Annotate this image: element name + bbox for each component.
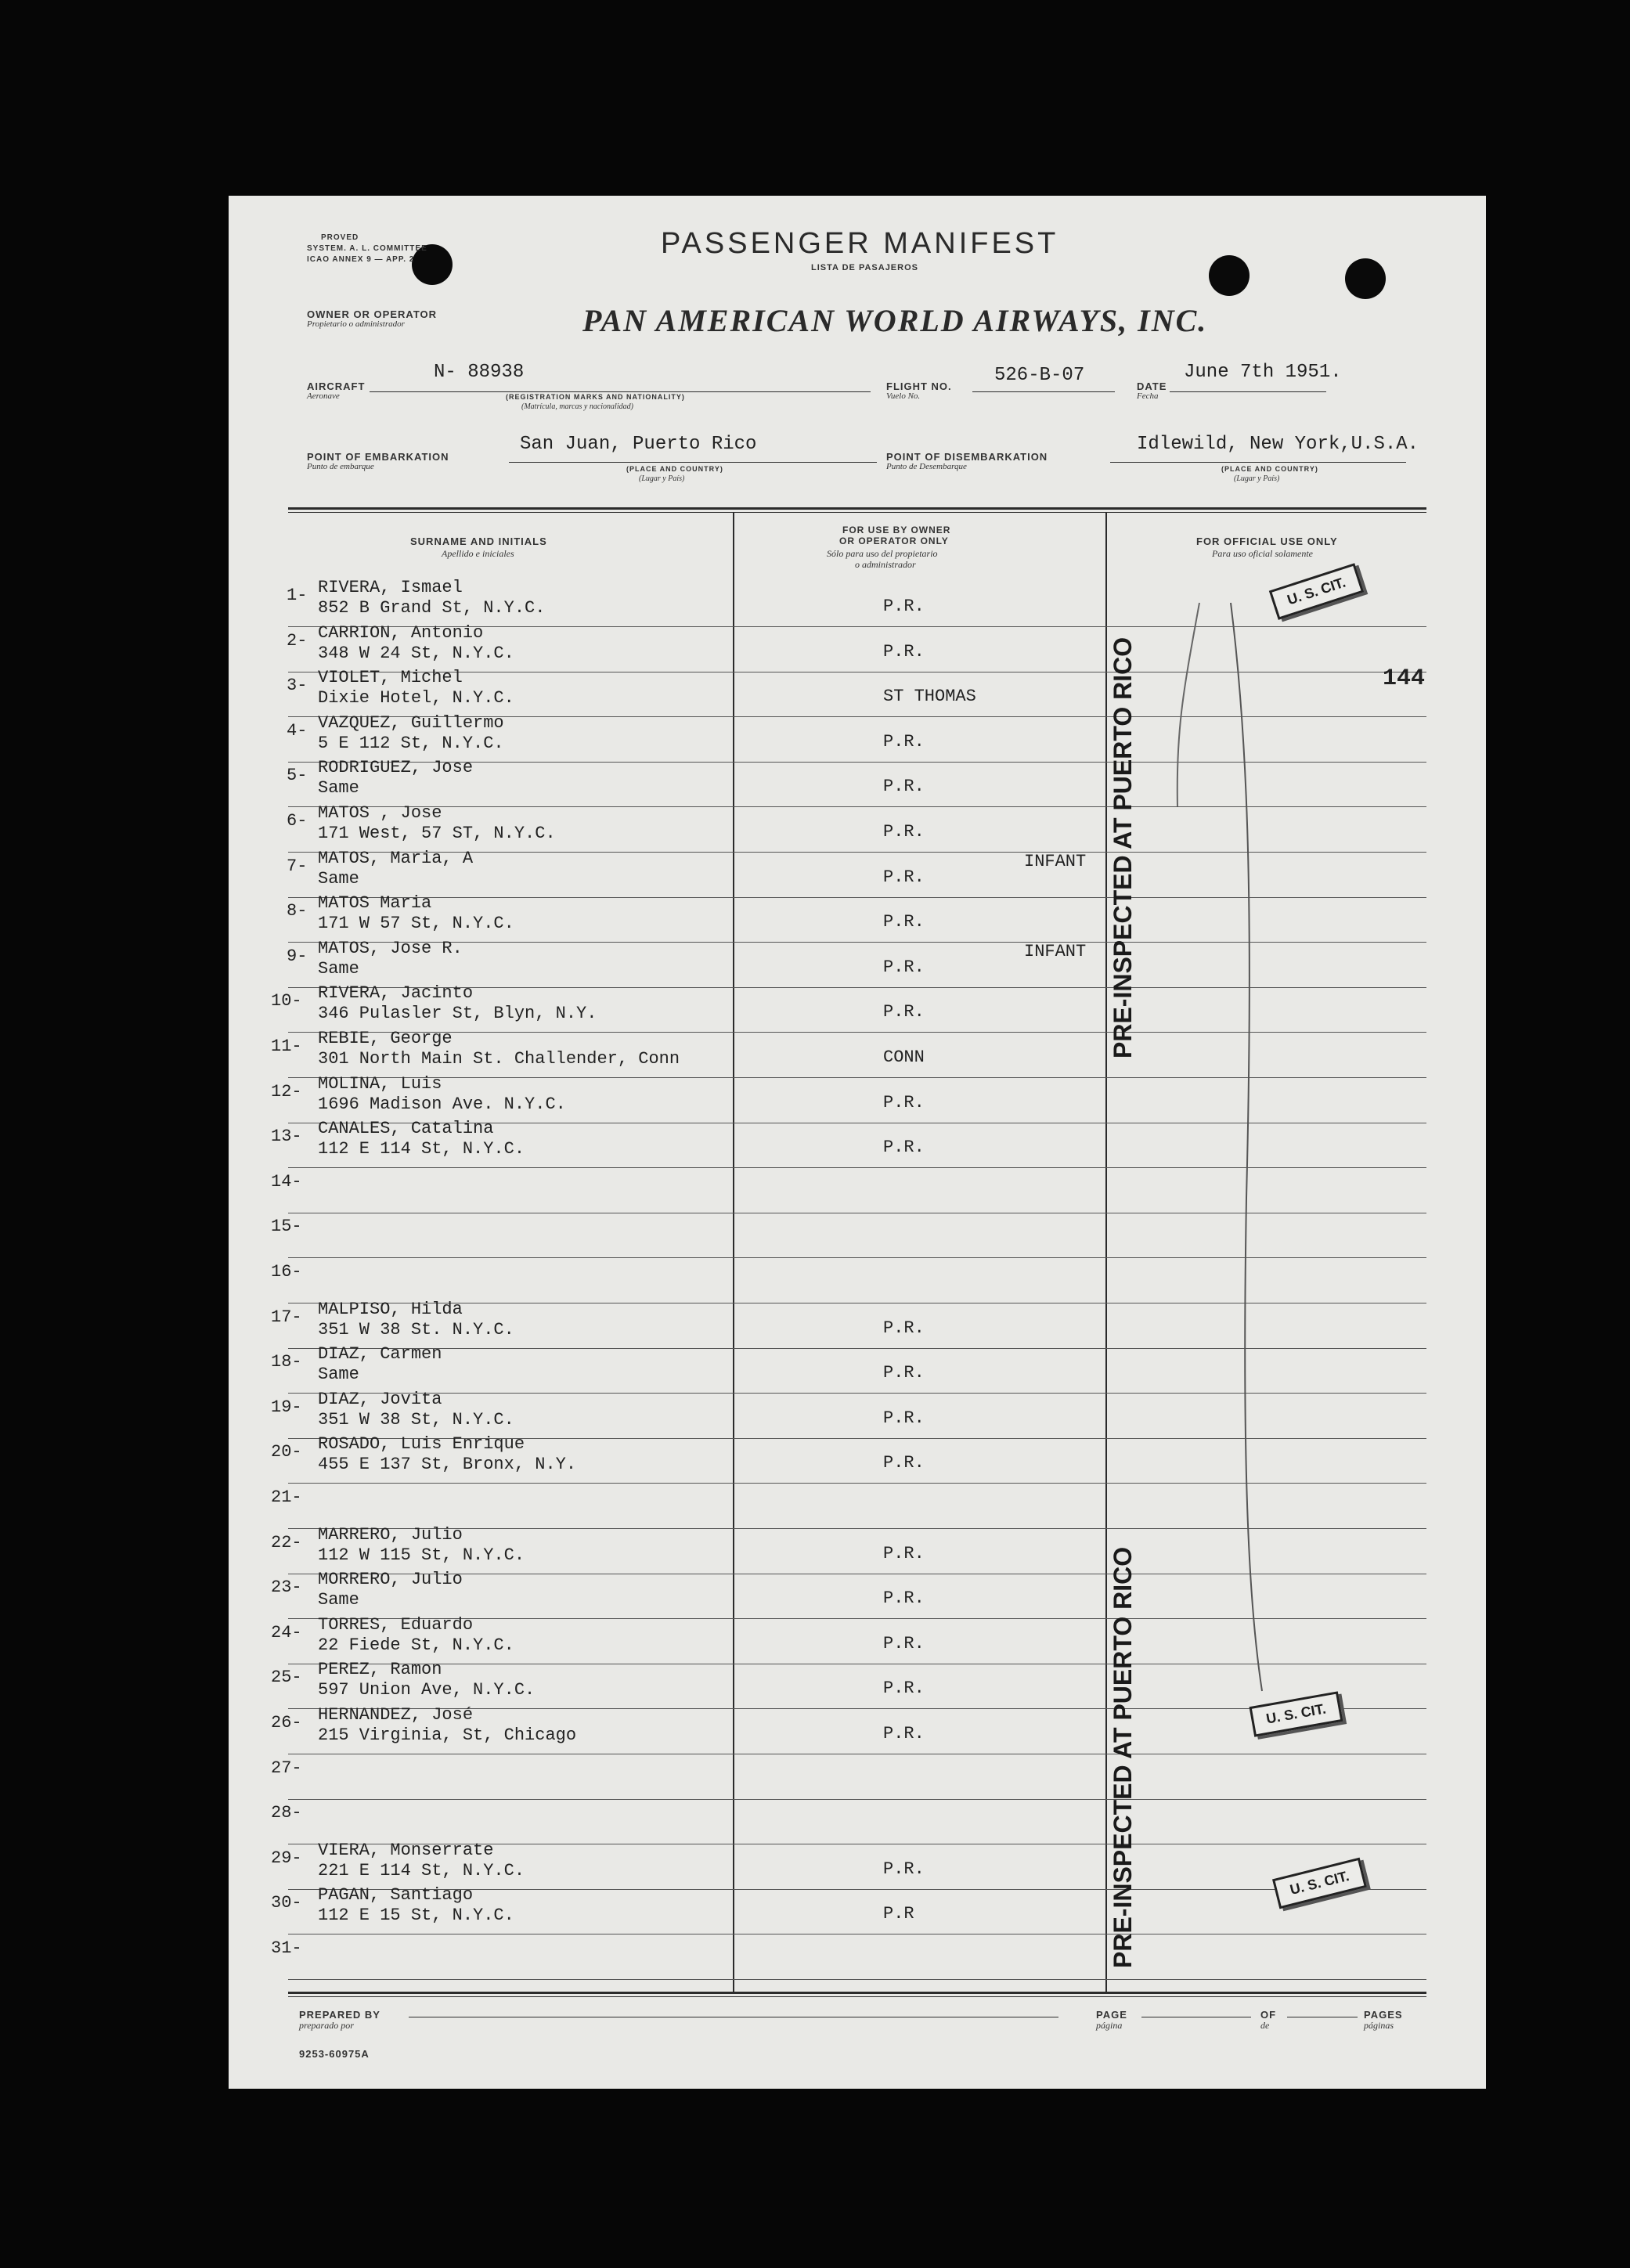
row-number: 2- <box>287 631 308 651</box>
embark-label-es: Punto de embarque <box>307 462 374 471</box>
page-label: PAGE <box>1096 2009 1127 2021</box>
row-number: 31- <box>271 1938 302 1958</box>
passenger-residence: P.R. <box>883 1678 925 1698</box>
date-label-es: Fecha <box>1137 391 1159 401</box>
table-top-rule <box>288 507 1426 510</box>
passenger-name: RODRIGUEZ, Jose <box>318 758 474 777</box>
prepared-by-label-es: preparado por <box>299 2020 354 2031</box>
us-cit-stamp: U. S. CIT. <box>1249 1691 1343 1736</box>
row-number: 29- <box>271 1848 302 1868</box>
passenger-residence: P.R. <box>883 777 925 796</box>
punch-hole <box>1209 255 1250 296</box>
passenger-name: MATOS Maria <box>318 893 432 913</box>
row-number: 21- <box>271 1487 302 1507</box>
row-number: 6- <box>287 811 308 831</box>
passenger-address: 597 Union Ave, N.Y.C. <box>318 1680 536 1700</box>
passenger-name: MATOS, Jose R. <box>318 939 463 958</box>
row-number: 1- <box>287 586 308 605</box>
passenger-name: MATOS, Maria, A <box>318 849 474 868</box>
column-header-surname-es: Apellido e iniciales <box>442 548 514 559</box>
row-number: 4- <box>287 721 308 741</box>
page-label-es: página <box>1096 2020 1123 2031</box>
row-number: 19- <box>271 1397 302 1417</box>
passenger-address: Same <box>318 1590 359 1610</box>
row-number: 30- <box>271 1893 302 1913</box>
us-cit-stamp: U. S. CIT. <box>1269 563 1364 620</box>
passenger-address: 22 Fiede St, N.Y.C. <box>318 1635 514 1655</box>
row-number: 16- <box>271 1262 302 1282</box>
manifest-title: PASSENGER MANIFEST <box>661 227 1059 260</box>
owner-value: PAN AMERICAN WORLD AIRWAYS, INC. <box>582 303 1208 338</box>
passenger-residence: P.R. <box>883 912 925 932</box>
pages-label: PAGES <box>1364 2009 1403 2021</box>
passenger-address: 455 E 137 St, Bronx, N.Y. <box>318 1455 577 1474</box>
passenger-residence: P.R. <box>883 1724 925 1743</box>
passenger-address: 348 W 24 St, N.Y.C. <box>318 644 514 663</box>
passenger-residence: CONN <box>883 1047 925 1067</box>
owner-label-es: Propietario o administrador <box>307 319 405 329</box>
pages-label-es: páginas <box>1364 2020 1394 2031</box>
row-number: 23- <box>271 1578 302 1597</box>
passenger-name: CANALES, Catalina <box>318 1119 494 1138</box>
row-number: 5- <box>287 766 308 785</box>
table-top-rule <box>288 512 1426 513</box>
passenger-address: 112 E 114 St, N.Y.C. <box>318 1139 525 1159</box>
passenger-residence: P.R. <box>883 1634 925 1653</box>
approved-line: SYSTEM. A. L. COMMITTEE <box>307 244 427 253</box>
passenger-name: DIAZ, Jovita <box>318 1390 442 1409</box>
passenger-residence: P.R. <box>883 957 925 977</box>
passenger-address: 221 E 114 St, N.Y.C. <box>318 1861 525 1880</box>
passenger-residence: P.R. <box>883 1588 925 1608</box>
passenger-address: 112 E 15 St, N.Y.C. <box>318 1906 514 1925</box>
row-number: 14- <box>271 1172 302 1192</box>
column-divider <box>733 512 734 1992</box>
passenger-residence: P.R. <box>883 1859 925 1879</box>
date-underline <box>1170 391 1326 392</box>
row-number: 25- <box>271 1668 302 1687</box>
date-label: DATE <box>1137 380 1167 392</box>
of-label-es: de <box>1260 2020 1270 2031</box>
embark-underline <box>509 462 877 463</box>
column-header-owner-es: o administrador <box>855 559 916 570</box>
passenger-name: REBIE, George <box>318 1029 453 1048</box>
embark-place-note: (PLACE AND COUNTRY) <box>626 465 723 473</box>
table-bottom-rule <box>288 1992 1426 1994</box>
passenger-address: 346 Pulasler St, Blyn, N.Y. <box>318 1004 597 1023</box>
passenger-address: 351 W 38 St, N.Y.C. <box>318 1410 514 1430</box>
column-header-official: FOR OFFICIAL USE ONLY <box>1196 535 1338 547</box>
row-number: 28- <box>271 1803 302 1823</box>
passenger-address: Same <box>318 778 359 798</box>
passenger-name: VAZQUEZ, Guillermo <box>318 713 504 733</box>
disembark-label-es: Punto de Desembarque <box>886 462 967 471</box>
row-number: 11- <box>271 1037 302 1056</box>
passenger-address: 5 E 112 St, N.Y.C. <box>318 734 504 753</box>
row-number: 13- <box>271 1127 302 1146</box>
row-number: 17- <box>271 1307 302 1327</box>
passenger-address: Dixie Hotel, N.Y.C. <box>318 688 514 708</box>
table-bottom-rule <box>288 1996 1426 1997</box>
flight-label: FLIGHT NO. <box>886 380 952 392</box>
passenger-residence: P.R <box>883 1904 914 1924</box>
owner-label: OWNER OR OPERATOR <box>307 308 438 320</box>
flight-label-es: Vuelo No. <box>886 391 921 401</box>
column-header-surname: SURNAME AND INITIALS <box>410 535 547 547</box>
aircraft-value: N- 88938 <box>434 362 525 383</box>
row-number: 10- <box>271 991 302 1011</box>
passenger-note: INFANT <box>1024 942 1087 961</box>
embark-value: San Juan, Puerto Rico <box>520 434 757 455</box>
aircraft-label-es: Aeronave <box>307 391 340 401</box>
registration-note: (REGISTRATION MARKS AND NATIONALITY) <box>506 393 685 401</box>
passenger-address: Same <box>318 869 359 889</box>
disembark-label: POINT OF DISEMBARKATION <box>886 451 1048 463</box>
prepared-by-label: PREPARED BY <box>299 2009 380 2021</box>
passenger-residence: P.R. <box>883 822 925 842</box>
flight-value: 526-B-07 <box>994 365 1085 386</box>
approved-line: ICAO ANNEX 9 — APP. 2 <box>307 255 415 264</box>
passenger-address: 171 West, 57 ST, N.Y.C. <box>318 824 556 843</box>
passenger-name: PAGAN, Santiago <box>318 1885 474 1905</box>
passenger-residence: ST THOMAS <box>883 687 976 706</box>
row-number: 27- <box>271 1758 302 1778</box>
passenger-residence: P.R. <box>883 1408 925 1428</box>
passenger-address: 112 W 115 St, N.Y.C. <box>318 1545 525 1565</box>
manifest-sheet <box>229 196 1486 2089</box>
row-number: 12- <box>271 1082 302 1102</box>
passenger-name: VIOLET, Michel <box>318 668 463 687</box>
of-label: OF <box>1260 2009 1277 2021</box>
disembark-place-note-es: (Lugar y País) <box>1234 474 1280 483</box>
pre-inspected-stamp: PRE-INSPECTED AT PUERTO RICO <box>1109 1546 1137 1968</box>
disembark-value: Idlewild, New York,U.S.A. <box>1137 434 1419 455</box>
passenger-residence: P.R. <box>883 642 925 662</box>
passenger-residence: P.R. <box>883 1093 925 1112</box>
form-number: 9253-60975A <box>299 2048 370 2060</box>
embark-place-note-es: (Lugar y País) <box>639 474 685 483</box>
passenger-residence: P.R. <box>883 597 925 616</box>
passenger-name: MORRERO, Julio <box>318 1570 463 1589</box>
passenger-name: MALPISO, Hilda <box>318 1300 463 1319</box>
approved-line: PROVED <box>321 233 359 242</box>
flight-underline <box>972 391 1115 392</box>
passenger-name: CARRION, Antonio <box>318 623 484 643</box>
row-rule <box>288 1979 1426 1980</box>
passenger-name: VIERA, Monserrate <box>318 1841 494 1860</box>
disembark-place-note: (PLACE AND COUNTRY) <box>1221 465 1318 473</box>
passenger-name: MOLINA, Luis <box>318 1074 442 1094</box>
passenger-residence: P.R. <box>883 1318 925 1338</box>
column-header-owner-es: Sólo para uso del propietario <box>827 548 938 559</box>
row-number: 24- <box>271 1623 302 1642</box>
column-header-official-es: Para uso oficial solamente <box>1212 548 1313 559</box>
passenger-name: HERNANDEZ, José <box>318 1705 474 1725</box>
passenger-note: INFANT <box>1024 852 1087 871</box>
passenger-address: Same <box>318 959 359 979</box>
passenger-residence: P.R. <box>883 732 925 752</box>
disembark-underline <box>1110 462 1406 463</box>
manifest-subtitle: LISTA DE PASAJEROS <box>811 263 918 272</box>
passenger-name: PEREZ, Ramon <box>318 1660 442 1679</box>
row-number: 26- <box>271 1713 302 1733</box>
row-number: 9- <box>287 947 308 966</box>
passenger-name: MATOS , Jose <box>318 803 442 823</box>
passenger-residence: P.R. <box>883 1002 925 1022</box>
passenger-residence: P.R. <box>883 1544 925 1563</box>
registration-note-es: (Matrícula, marcas y nacionalidad) <box>521 402 633 411</box>
passenger-residence: P.R. <box>883 1453 925 1473</box>
pencil-connector-line <box>1090 572 1340 1746</box>
passenger-name: MARRERO, Julio <box>318 1525 463 1545</box>
aircraft-label: AIRCRAFT <box>307 380 366 392</box>
row-number: 15- <box>271 1217 302 1236</box>
passenger-name: RIVERA, Ismael <box>318 578 463 597</box>
row-number: 22- <box>271 1533 302 1552</box>
punch-hole <box>1345 258 1386 299</box>
pre-inspected-stamp: PRE-INSPECTED AT PUERTO RICO <box>1109 636 1137 1058</box>
passenger-name: TORRES, Eduardo <box>318 1615 474 1635</box>
row-number: 8- <box>287 901 308 921</box>
row-rule <box>288 1799 1426 1800</box>
passenger-address: 171 W 57 St, N.Y.C. <box>318 914 514 933</box>
row-number: 3- <box>287 676 308 695</box>
passenger-residence: P.R. <box>883 867 925 887</box>
row-number: 20- <box>271 1442 302 1462</box>
passenger-residence: P.R. <box>883 1138 925 1157</box>
passenger-name: RIVERA, Jacinto <box>318 983 474 1003</box>
passenger-address: Same <box>318 1365 359 1384</box>
passenger-name: ROSADO, Luis Enrique <box>318 1434 525 1454</box>
passenger-address: 215 Virginia, St, Chicago <box>318 1725 577 1745</box>
embark-label: POINT OF EMBARKATION <box>307 451 449 463</box>
aircraft-underline <box>370 391 871 392</box>
passenger-residence: P.R. <box>883 1363 925 1383</box>
passenger-name: DIAZ, Carmen <box>318 1344 442 1364</box>
column-header-owner: FOR USE BY OWNER <box>842 525 951 535</box>
passenger-address: 1696 Madison Ave. N.Y.C. <box>318 1094 566 1114</box>
passenger-address: 301 North Main St. Challender, Conn <box>318 1049 680 1069</box>
passenger-address: 852 B Grand St, N.Y.C. <box>318 598 546 618</box>
row-number: 18- <box>271 1352 302 1372</box>
passenger-address: 351 W 38 St. N.Y.C. <box>318 1320 514 1340</box>
page-number: 144 <box>1383 665 1426 692</box>
date-value: June 7th 1951. <box>1184 362 1342 383</box>
us-cit-stamp: U. S. CIT. <box>1272 1858 1367 1909</box>
column-header-owner: OR OPERATOR ONLY <box>839 535 949 546</box>
row-number: 7- <box>287 856 308 876</box>
